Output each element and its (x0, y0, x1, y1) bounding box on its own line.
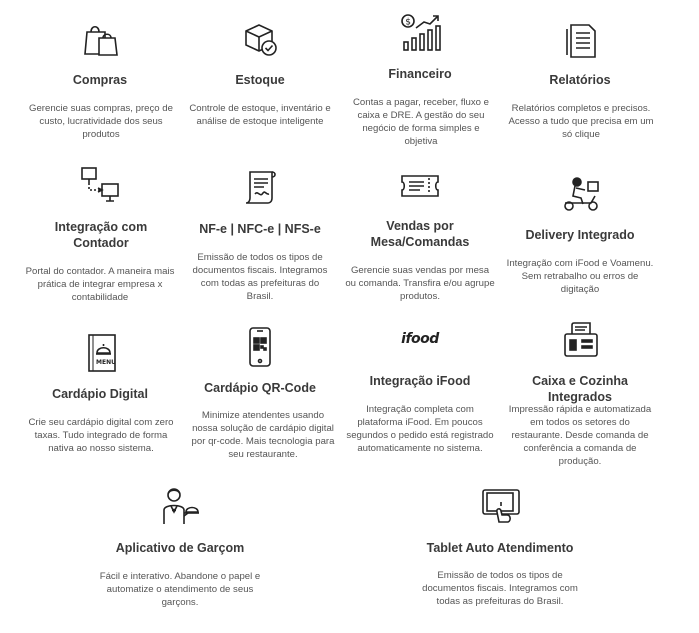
stock-box-icon (243, 21, 279, 57)
feature-title: Integração iFood (369, 374, 471, 388)
invoice-scroll-icon (242, 168, 278, 206)
report-document-icon (563, 21, 597, 59)
feature-description: Emissão de todos os tipos de documentos fiscais. Integramos com todas as prefeituras do Brasil. (192, 252, 328, 302)
feature-title: Financeiro (388, 67, 452, 81)
phone-qr-code-icon (248, 326, 272, 368)
ifood-logo-icon (398, 330, 442, 348)
shopping-bags-icon (83, 22, 119, 58)
feature-title: Delivery Integrado (525, 228, 635, 242)
feature-title: Estoque (235, 73, 285, 87)
feature-description: Gerencie suas compras, preço de custo, lucratividade dos seus produtos (29, 103, 173, 140)
finance-chart-icon (400, 12, 442, 52)
feature-title: Integração com Contador (54, 220, 148, 250)
svg-text:$: $ (405, 17, 411, 28)
feature-title: Caixa e Cozinha Integrados (532, 374, 628, 404)
feature-description: Controle de estoque, inventário e análise de estoque inteligente (189, 103, 331, 127)
computer-integration-icon (80, 166, 122, 204)
feature-description: Minimize atendentes usando nossa solução de cardápio digital por qr-code. Mais tecnologia para seu restaurante. (191, 410, 335, 460)
ticket-icon (400, 174, 440, 198)
feature-title: Relatórios (549, 73, 611, 87)
feature-description: Integração completa com plataforma iFood. Em poucos segundos o pedido está registrado automaticamente no sistema. (346, 404, 494, 454)
tablet-touch-icon (481, 488, 521, 524)
feature-title: NF-e | NFC-e | NFS-e (199, 222, 321, 236)
feature-title: Aplicativo de Garçom (115, 541, 245, 555)
feature-description: Emissão de todos os tipos de documentos fiscais. Integramos com todas as prefeituras do Brasil. (422, 570, 578, 607)
feature-description: Relatórios completos e precisos. Acesso a tudo que precisa em um só clique (508, 103, 654, 140)
delivery-scooter-icon (561, 176, 601, 212)
waiter-icon (160, 486, 200, 526)
feature-description: Crie seu cardápio digital com zero taxas. Tudo integrado de forma nativa ao nosso sistema. (28, 417, 174, 454)
svg-text:MENU: MENU (96, 359, 116, 366)
feature-description: Portal do contador. A maneira mais prática de integrar empresa x contabilidade (25, 266, 175, 303)
feature-description: Integração com iFood e Voamenu. Sem retrabalho ou erros de digitação (506, 258, 654, 295)
feature-title: Cardápio QR-Code (204, 381, 316, 395)
feature-title: Vendas por Mesa/Comandas (370, 219, 470, 249)
feature-title: Compras (72, 73, 128, 87)
menu-book-icon (86, 333, 120, 373)
feature-title: Tablet Auto Atendimento (426, 541, 574, 555)
printer-icon (562, 322, 600, 360)
feature-description: Fácil e interativo. Abandone o papel e automatize o atendimento de seus garçons. (99, 571, 261, 608)
feature-title: Cardápio Digital (52, 387, 148, 401)
feature-description: Impressão rápida e automatizada em todos os setores do restaurante. Desde comanda de conferência a comanda de produção. (508, 404, 652, 467)
feature-description: Gerencie suas vendas por mesa ou comanda. Transfira e/ou agrupe produtos. (345, 265, 495, 302)
ifood-logo-text: ifood (401, 331, 439, 347)
feature-description: Contas a pagar, receber, fluxo e caixa e DRE. A gestão do seu negócio de forma simples e objetiva (353, 97, 489, 147)
